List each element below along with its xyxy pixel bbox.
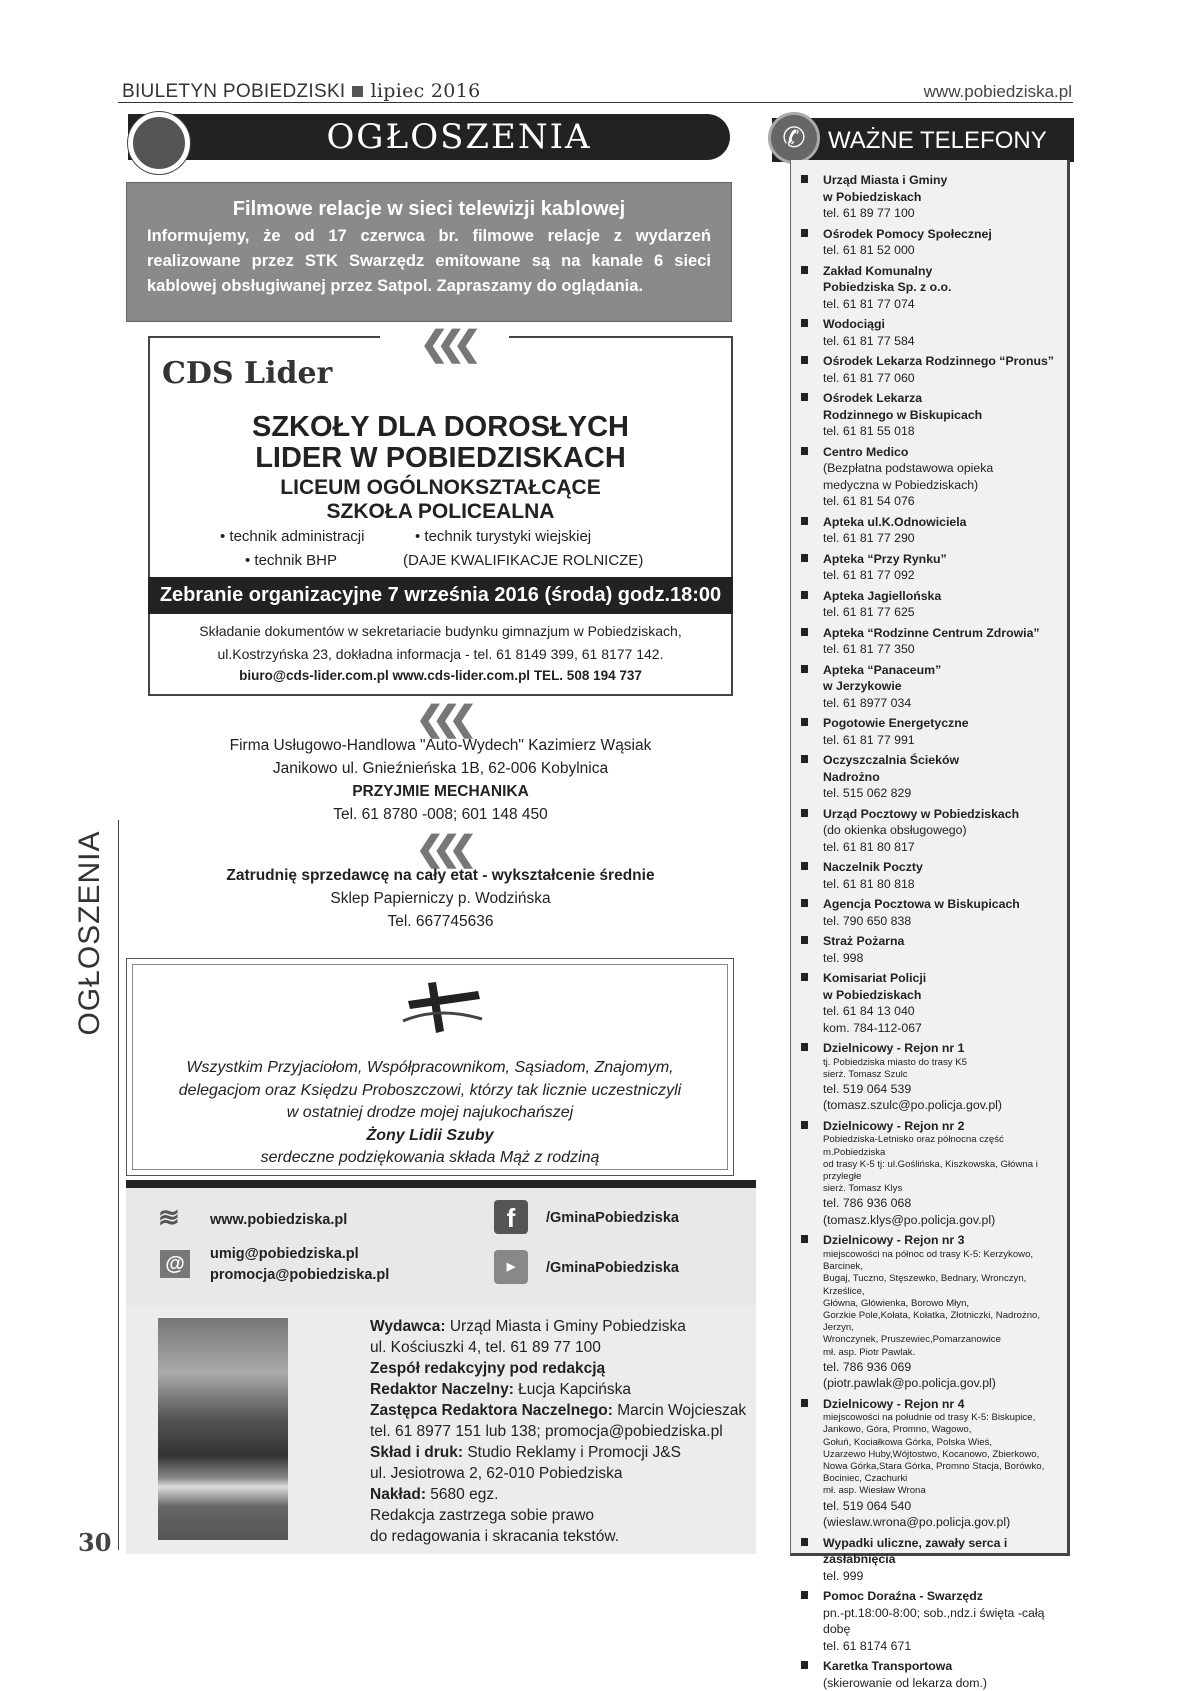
cds-sub-line1: LICEUM OGÓLNOKSZTAŁCĄCE — [280, 476, 601, 499]
phone-entry — [801, 1232, 1067, 1391]
ad-line: Tel. 667745636 — [387, 913, 494, 930]
entry-phone: tel. 61 81 77 290 — [823, 531, 915, 545]
phone-entry — [801, 1040, 1067, 1114]
phone-entry — [801, 1658, 1067, 1691]
condolence-line: delegacjom oraz Księdzu Proboszczowi, którzy tak licznie uczestniczyli — [178, 1081, 682, 1099]
imprint-line — [370, 1463, 746, 1484]
imprint-value: Urząd Miasta i Gminy Pobiedziska — [445, 1318, 686, 1335]
phone-entry — [801, 1396, 1067, 1531]
header-website[interactable]: www.pobiedziska.pl — [923, 82, 1072, 101]
phone-entry — [801, 625, 1067, 658]
docs-line2: ul.Kostrzyńska 23, dokładna informacja - tel. 61 8149 399, 61 8177 142. — [217, 646, 664, 662]
phone-entry — [801, 752, 1067, 802]
imprint-line — [370, 1316, 746, 1337]
entry-phone: tel. 61 81 77 060 — [823, 370, 915, 385]
entry-description: (Bezpłatna podstawowa opieka — [823, 461, 994, 475]
page-number: 30 — [78, 1528, 112, 1557]
entry-phone: tel. 61 81 54 076 — [823, 494, 915, 508]
condolence-line: Wszystkim Przyjaciołom, Współpracownikom, Sąsiadom, Znajomym, — [186, 1059, 674, 1076]
entry-name: Dzielnicowy - Rejon nr 4 — [823, 1396, 965, 1411]
imprint-line — [370, 1337, 746, 1358]
entry-name: Zakład Komunalny — [823, 263, 933, 278]
cds-title-line1: SZKOŁY DLA DOROSŁYCH — [251, 411, 629, 443]
imprint-line — [370, 1484, 746, 1505]
side-label-text: OGŁOSZENIA — [73, 829, 106, 1036]
ad-line: Zatrudnię sprzedawcę na cały etat - wykształcenie średnie — [226, 867, 655, 884]
mechanic-ad — [148, 700, 733, 826]
imprint-value: do redagowania i skracania tekstów. — [370, 1528, 620, 1545]
entry-name: Urząd Miasta i Gminy — [823, 173, 948, 187]
entry-note: mł. asp. Wiesław Wrona — [823, 1485, 926, 1497]
entry-phone: tel. 786 936 068 (tomasz.klys@po.policja.gov.pl) — [823, 1196, 996, 1227]
phone-entry — [801, 1118, 1067, 1229]
phone-entry — [801, 588, 1067, 621]
entry-note: Gorzkie Pole,Kołata, Kołatka, Złotniczki, Nadrożno, Jerzyn, — [823, 1309, 1041, 1334]
entry-name: Apteka ul.K.Odnowiciela — [823, 514, 967, 529]
entry-note: Pobiedziska-Letnisko oraz północna część m.Pobiedziska — [823, 1134, 1004, 1158]
imprint-value: Redakcja zastrzega sobie prawo — [370, 1507, 595, 1524]
entry-name: Wodociągi — [823, 317, 885, 331]
ad-line: Janikowo ul. Gnieźnieńska 1B, 62-006 Kobylnica — [272, 760, 609, 777]
chevrons-icon: ❮❮❮ — [380, 324, 509, 364]
phone-entry — [801, 390, 1067, 440]
phone-entry — [801, 970, 1067, 1036]
spec-item: • technik administracji — [220, 528, 365, 545]
chevrons-icon: ❮❮❮ — [415, 830, 466, 868]
entry-note: Gołuń, Kociałkowa Górka, Polska Wieś, — [823, 1436, 993, 1448]
entry-name: Apteka Jagiellońska — [823, 588, 942, 603]
cds-subtitle — [150, 476, 731, 524]
entry-note: Główna, Główienka, Borowo Młyn, — [823, 1297, 970, 1309]
entry-name: Ośrodek Lekarza — [823, 391, 923, 405]
entry-name: Apteka “Rodzinne Centrum Zdrowia” — [823, 625, 1040, 640]
imprint-label: Redaktor Naczelny: — [370, 1381, 514, 1398]
entry-phone: tel. 61 81 77 991 — [823, 732, 915, 747]
entry-note: mł. asp. Piotr Pawlak. — [823, 1346, 916, 1358]
email-link[interactable]: umig@pobiedziska.pl — [210, 1246, 359, 1262]
phone-entry — [801, 172, 1067, 222]
cable-tv-notice — [126, 182, 732, 322]
imprint-label: Zastępca Redaktora Naczelnego: — [370, 1402, 613, 1419]
ad-line: Tel. 61 8780 -008; 601 148 450 — [333, 806, 548, 823]
phone-entry — [801, 859, 1067, 892]
entry-phone: tel. 790 650 838 — [823, 913, 912, 928]
title-circle-decoration — [128, 112, 190, 174]
cds-sub-line2: SZKOŁA POLICEALNA — [326, 500, 555, 523]
entry-phone: tel. 61 84 13 040 — [823, 1004, 915, 1018]
imprint-line — [370, 1526, 746, 1547]
wifi-icon: ≋ — [158, 1202, 180, 1232]
email-icon: @ — [160, 1250, 190, 1278]
entry-phone: tel. 61 89 77 100 — [823, 206, 915, 220]
running-header — [122, 80, 480, 103]
phone-entry — [801, 263, 1067, 313]
meeting-banner: Zebranie organizacyjne 7 września 2016 (środa) godz.18:00 — [148, 577, 733, 614]
youtube-link[interactable]: /GminaPobiedziska — [546, 1260, 679, 1276]
entry-phone: tel. 61 81 52 000 — [823, 243, 915, 257]
phone-entry — [801, 1535, 1067, 1585]
entry-phone: tel. 61 81 77 092 — [823, 568, 915, 582]
facebook-icon: f — [494, 1200, 528, 1234]
entry-name: Pogotowie Energetyczne — [823, 716, 969, 730]
phone-entry — [801, 514, 1067, 547]
imprint-line — [370, 1421, 746, 1442]
entry-name: Ośrodek Lekarza Rodzinnego “Pronus” — [823, 354, 1054, 368]
entry-phone: tel. 998 — [823, 950, 864, 965]
entry-name: Ośrodek Pomocy Społecznej — [823, 226, 992, 241]
phone-entry — [801, 806, 1067, 856]
imprint-line — [370, 1442, 746, 1463]
imprint-line — [370, 1358, 746, 1379]
phone-entry — [801, 662, 1067, 712]
entry-note: miejscowości na południe od trasy K-5: Biskupice, — [823, 1412, 1036, 1424]
entry-phone: tel. 519 064 540 (wieslaw.wrona@po.policja.gov.pl) — [823, 1498, 1011, 1530]
entry-note: Uzarzewo Huby,Wójtostwo, Kocanowo, Zbierkowo, — [823, 1448, 1040, 1460]
entry-name: w Pobiedziskach — [823, 987, 922, 1002]
phone-entry — [801, 444, 1067, 510]
notice-body: Informujemy, że od 17 czerwca br. filmowe relacje z wydarzeń realizowane przez STK Swarzędz emitowane są na kanale 6 sieci kablowej obsługiwanej przez Satpol. Zapraszamy do oglądania. — [147, 227, 711, 295]
youtube-icon: ▶ — [494, 1250, 528, 1284]
phone-entry — [801, 226, 1067, 259]
entry-name: Centro Medico — [823, 444, 909, 459]
imprint-line — [370, 1400, 746, 1421]
entry-phone: tel. 61 81 80 818 — [823, 876, 915, 891]
entry-note: Bociniec, Czachurki — [823, 1473, 908, 1485]
imprint-value: Marcin Wojcieszak — [612, 1402, 747, 1419]
imprint-line — [370, 1505, 746, 1526]
entry-name: Wypadki uliczne, zawały serca i zasłabnięcia — [823, 1535, 1008, 1567]
entry-name: Apteka “Przy Rynku” — [823, 551, 947, 566]
entry-name: Nadrożno — [823, 769, 880, 784]
imprint-label: Wydawca: — [370, 1318, 446, 1335]
entry-note: Bugaj, Tuczno, Stęszewko, Bednary, Wronczyn, Krześlice, — [823, 1273, 1027, 1297]
entry-phone: tel. 786 936 069 (piotr.pawlak@po.policja.gov.pl) — [823, 1359, 996, 1391]
entry-name: Rodzinnego w Biskupicach — [823, 407, 983, 422]
entry-name: w Pobiedziskach — [823, 189, 922, 204]
entry-phone: tel. 61 81 77 074 — [823, 296, 915, 311]
cds-documents-info — [150, 620, 731, 666]
entry-note: Nowa Górka,Stara Górka, Promno Stacja, Borówko, — [823, 1461, 1045, 1473]
imprint-value: ul. Jesiotrowa 2, 62-010 Pobiedziska — [370, 1465, 623, 1482]
entry-name: Urząd Pocztowy w Pobiedziskach — [823, 806, 1020, 821]
side-divider — [118, 820, 119, 1550]
entry-phone: tel. 61 81 55 018 — [823, 424, 915, 438]
seller-ad — [148, 830, 733, 933]
entry-note: Wronczynek, Pruszewiec,Pomarzanowice — [823, 1334, 1001, 1346]
phone-icon: ✆ — [768, 112, 820, 164]
imprint — [370, 1316, 746, 1547]
entry-note: od trasy K-5 tj: ul.Goślińska, Kiszkowska, Główna i przyległe — [823, 1158, 1038, 1183]
entry-name: Pobiedziska Sp. z o.o. — [823, 280, 952, 294]
cross-icon — [398, 981, 484, 1036]
imprint-line — [370, 1379, 746, 1400]
entry-name: w Jerzykowie — [823, 679, 902, 693]
entry-name: Karetka Transportowa — [823, 1659, 953, 1674]
phone-entry — [801, 353, 1067, 386]
email-link[interactable]: promocja@pobiedziska.pl — [210, 1267, 390, 1283]
imprint-value: Łucja Kapcińska — [513, 1381, 632, 1398]
entry-phone: tel. 61 81 77 584 — [823, 333, 915, 348]
cds-contact: biuro@cds-lider.com.pl www.cds-lider.com.pl TEL. 508 194 737 — [239, 668, 642, 683]
condolence-notice — [126, 958, 734, 1176]
phone-entry — [801, 896, 1067, 929]
entry-name: Dzielnicowy - Rejon nr 3 — [823, 1233, 965, 1248]
entry-name: Dzielnicowy - Rejon nr 1 — [823, 1041, 965, 1055]
side-section-label — [60, 820, 120, 1045]
imprint-label: Zespół redakcyjny pod redakcją — [370, 1360, 606, 1377]
entry-name: Apteka “Panaceum” — [823, 662, 942, 677]
ad-line: Firma Usługowo-Handlowa "Auto-Wydech" Kazimierz Wąsiak — [229, 737, 652, 754]
entry-phone: tel. 61 81 80 817 — [823, 839, 915, 854]
imprint-label: Skład i druk: — [370, 1444, 464, 1461]
entry-name: Dzielnicowy - Rejon nr 2 — [823, 1118, 965, 1133]
publisher-info — [126, 1306, 756, 1554]
phone-entry — [801, 715, 1067, 748]
entry-name: Agencja Pocztowa w Biskupicach — [823, 897, 1020, 911]
imprint-value: ul. Kościuszki 4, tel. 61 89 77 100 — [370, 1339, 601, 1356]
entry-description: medyczna w Pobiedziskach) — [823, 477, 979, 492]
ad-line: Sklep Papierniczy p. Wodzińska — [330, 890, 551, 907]
imprint-value: Studio Reklamy i Promocji J&S — [463, 1444, 681, 1461]
spec-item: • technik BHP — [245, 552, 337, 569]
entry-note: miejscowości na północ od trasy K-5: Kerzykowo, Barcinek, — [823, 1248, 1034, 1273]
website-link[interactable]: www.pobiedziska.pl — [210, 1212, 348, 1228]
entry-note: tj. Pobiedziska miasto do trasy K5 — [823, 1056, 967, 1068]
entry-description: (do okienka obsługowego) — [823, 823, 967, 837]
header-divider — [118, 102, 1073, 103]
chevrons-icon: ❮❮❮ — [415, 700, 466, 738]
entry-name: Naczelnik Poczty — [823, 860, 923, 874]
entry-phone: tel. 61 8977 034 — [823, 695, 912, 710]
spec-item: • technik turystyki wiejskiej — [415, 528, 592, 545]
phone-entry — [801, 551, 1067, 584]
entry-name: Pomoc Doraźna - Swarzędz — [823, 1589, 983, 1604]
entry-phone: tel. 999 — [823, 1568, 864, 1583]
entry-description: pn.-pt.18:00-8:00; sob.,ndz.i święta -całą dobę — [823, 1605, 1045, 1637]
entry-phone: tel. 515 062 829 — [823, 786, 912, 800]
entry-note: sierż. Tomasz Klys — [823, 1183, 903, 1195]
entry-name: Oczyszczalnia Ścieków — [823, 753, 960, 767]
cds-title — [150, 412, 731, 474]
publication-name: BIULETYN POBIEDZISKI — [122, 81, 346, 102]
condolence-line: w ostatniej drodze mojej najukochańszej — [286, 1104, 574, 1121]
bulletin-cover-image — [158, 1318, 288, 1540]
phone-entry — [801, 316, 1067, 349]
entry-note: Jankowo, Góra, Promno, Wagowo, — [823, 1424, 972, 1436]
phone-entry — [801, 1588, 1067, 1654]
entry-name: Straż Pożarna — [823, 934, 905, 948]
entry-note: sierż. Tomasz Szulc — [823, 1068, 908, 1080]
entry-phone: tel. 61 81 77 350 — [823, 642, 915, 656]
entry-phone: kom. 784-112-067 — [823, 1020, 922, 1035]
condolence-line: serdeczne podziękowania składa Mąż z rodziną — [260, 1149, 600, 1166]
notice-title: Filmowe relacje w sieci telewizji kablowej — [232, 198, 626, 220]
cds-lider-ad — [148, 325, 733, 696]
facebook-link[interactable]: /GminaPobiedziska — [546, 1210, 679, 1226]
docs-line1: Składanie dokumentów w sekretariacie budynku gimnazjum w Pobiedziskach, — [199, 623, 682, 639]
ad-line: PRZYJMIE MECHANIKA — [352, 783, 529, 800]
phones-list — [790, 160, 1070, 1690]
entry-name: Komisariat Policji — [823, 971, 927, 985]
spec-item: (DAJE KWALIFIKACJE ROLNICZE) — [403, 552, 644, 569]
square-separator-icon — [352, 86, 363, 97]
cds-title-line2: LIDER W POBIEDZISKACH — [255, 442, 626, 474]
entry-phone: tel. 61 81 77 625 — [823, 605, 915, 619]
section-title: OGŁOSZENIA — [128, 114, 730, 160]
entry-phone: tel. 61 8174 671 — [823, 1638, 912, 1653]
issue-date: lipiec 2016 — [370, 80, 481, 102]
imprint-value: tel. 61 8977 151 lub 138; promocja@pobiedziska.pl — [370, 1423, 723, 1440]
phones-title: WAŻNE TELEFONY — [772, 118, 1074, 162]
entry-description: (skierowanie od lekarza dom.) — [823, 1675, 988, 1690]
cds-lider-logo: CDS Lider — [162, 356, 333, 391]
condolence-line: Żony Lidii Szuby — [366, 1126, 494, 1144]
imprint-label: Nakład: — [370, 1486, 426, 1503]
contact-bar — [126, 1180, 756, 1306]
entry-phone: tel. 519 064 539 (tomasz.szulc@po.policja.gov.pl) — [823, 1081, 1003, 1113]
phone-entry — [801, 933, 1067, 966]
imprint-value: 5680 egz. — [426, 1486, 499, 1503]
